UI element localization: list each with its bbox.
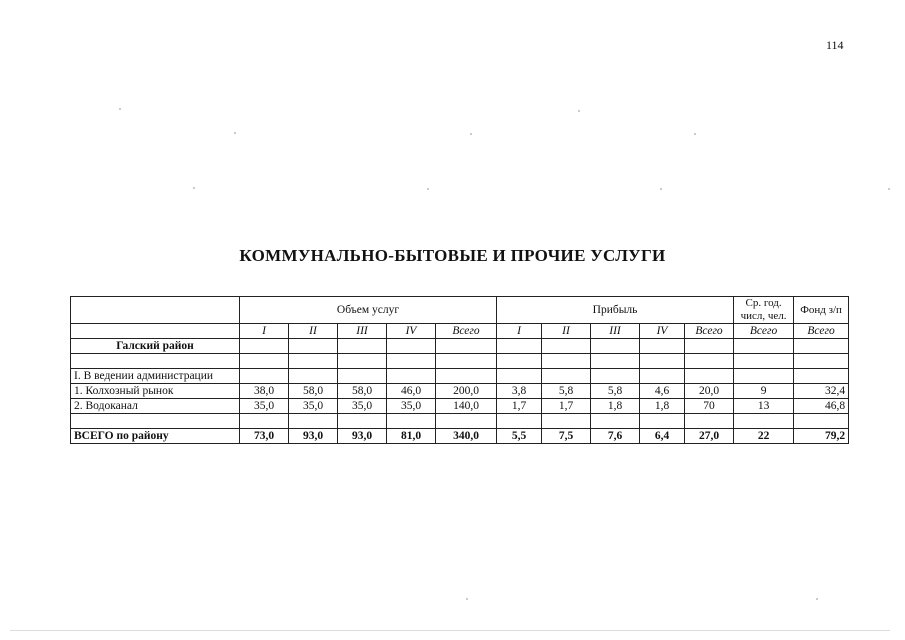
subheader-cell: I <box>240 324 289 339</box>
header-row-quarters <box>71 324 849 339</box>
table-cell: 58,0 <box>338 384 387 399</box>
table-cell: 35,0 <box>240 399 289 414</box>
subheader-cell: I <box>497 324 542 339</box>
total-cell: 27,0 <box>685 429 734 444</box>
header-row-groups <box>71 297 849 324</box>
spacer-row <box>71 354 849 369</box>
district-row <box>71 339 849 354</box>
table-cell: 140,0 <box>436 399 497 414</box>
row-name: 1. Колхозный рынок <box>71 384 240 399</box>
subheader-cell: III <box>338 324 387 339</box>
total-cell: 5,5 <box>497 429 542 444</box>
subheader-cell: II <box>542 324 591 339</box>
page-title: КОММУНАЛЬНО-БЫТОВЫЕ И ПРОЧИЕ УСЛУГИ <box>239 246 666 265</box>
subheader-cell: IV <box>640 324 685 339</box>
volume-header: Объем услуг <box>240 297 497 324</box>
total-cell: 93,0 <box>289 429 338 444</box>
header-label-cell <box>71 324 240 339</box>
table-cell: 3,8 <box>497 384 542 399</box>
subheader-cell: Всего <box>794 324 849 339</box>
page-edge-line <box>10 630 890 631</box>
table-cell: 1,8 <box>640 399 685 414</box>
subheader-cell: Всего <box>436 324 497 339</box>
total-cell: 22 <box>734 429 794 444</box>
table-cell: 35,0 <box>338 399 387 414</box>
total-cell: 7,6 <box>591 429 640 444</box>
subheader-cell: II <box>289 324 338 339</box>
total-cell: 81,0 <box>387 429 436 444</box>
spacer-row <box>71 414 849 429</box>
table-cell: 1,7 <box>542 399 591 414</box>
table-cell: 20,0 <box>685 384 734 399</box>
profit-header: Прибыль <box>497 297 734 324</box>
total-cell: 79,2 <box>794 429 849 444</box>
total-cell: 93,0 <box>338 429 387 444</box>
section-label: I. В ведении администрации <box>71 369 240 384</box>
section-row <box>71 369 849 384</box>
services-table <box>70 296 849 444</box>
header-corner-cell <box>71 297 240 324</box>
subheader-cell: III <box>591 324 640 339</box>
subheader-cell: IV <box>387 324 436 339</box>
subheader-cell: Всего <box>685 324 734 339</box>
total-cell: 340,0 <box>436 429 497 444</box>
table-cell: 70 <box>685 399 734 414</box>
table-cell: 200,0 <box>436 384 497 399</box>
table-cell: 13 <box>734 399 794 414</box>
total-label: ВСЕГО по району <box>71 429 240 444</box>
table-cell: 5,8 <box>542 384 591 399</box>
page-number: 114 <box>826 38 844 52</box>
table-cell: 9 <box>734 384 794 399</box>
avg-staff-header: Ср. год. числ, чел. <box>734 297 794 324</box>
table-cell: 35,0 <box>289 399 338 414</box>
row-name: 2. Водоканал <box>71 399 240 414</box>
total-cell: 73,0 <box>240 429 289 444</box>
table-cell: 46,0 <box>387 384 436 399</box>
payroll-header: Фонд з/п <box>794 297 849 324</box>
total-cell: 7,5 <box>542 429 591 444</box>
table-cell: 4,6 <box>640 384 685 399</box>
table-cell: 5,8 <box>591 384 640 399</box>
table-cell: 1,7 <box>497 399 542 414</box>
table-cell: 46,8 <box>794 399 849 414</box>
table-cell: 32,4 <box>794 384 849 399</box>
table-cell: 38,0 <box>240 384 289 399</box>
table-cell: 58,0 <box>289 384 338 399</box>
table-cell: 35,0 <box>387 399 436 414</box>
table-cell: 1,8 <box>591 399 640 414</box>
district-label: Галский район <box>71 339 240 354</box>
total-cell: 6,4 <box>640 429 685 444</box>
total-row <box>71 429 849 444</box>
table-row <box>71 384 849 399</box>
subheader-cell: Всего <box>734 324 794 339</box>
table-row <box>71 399 849 414</box>
